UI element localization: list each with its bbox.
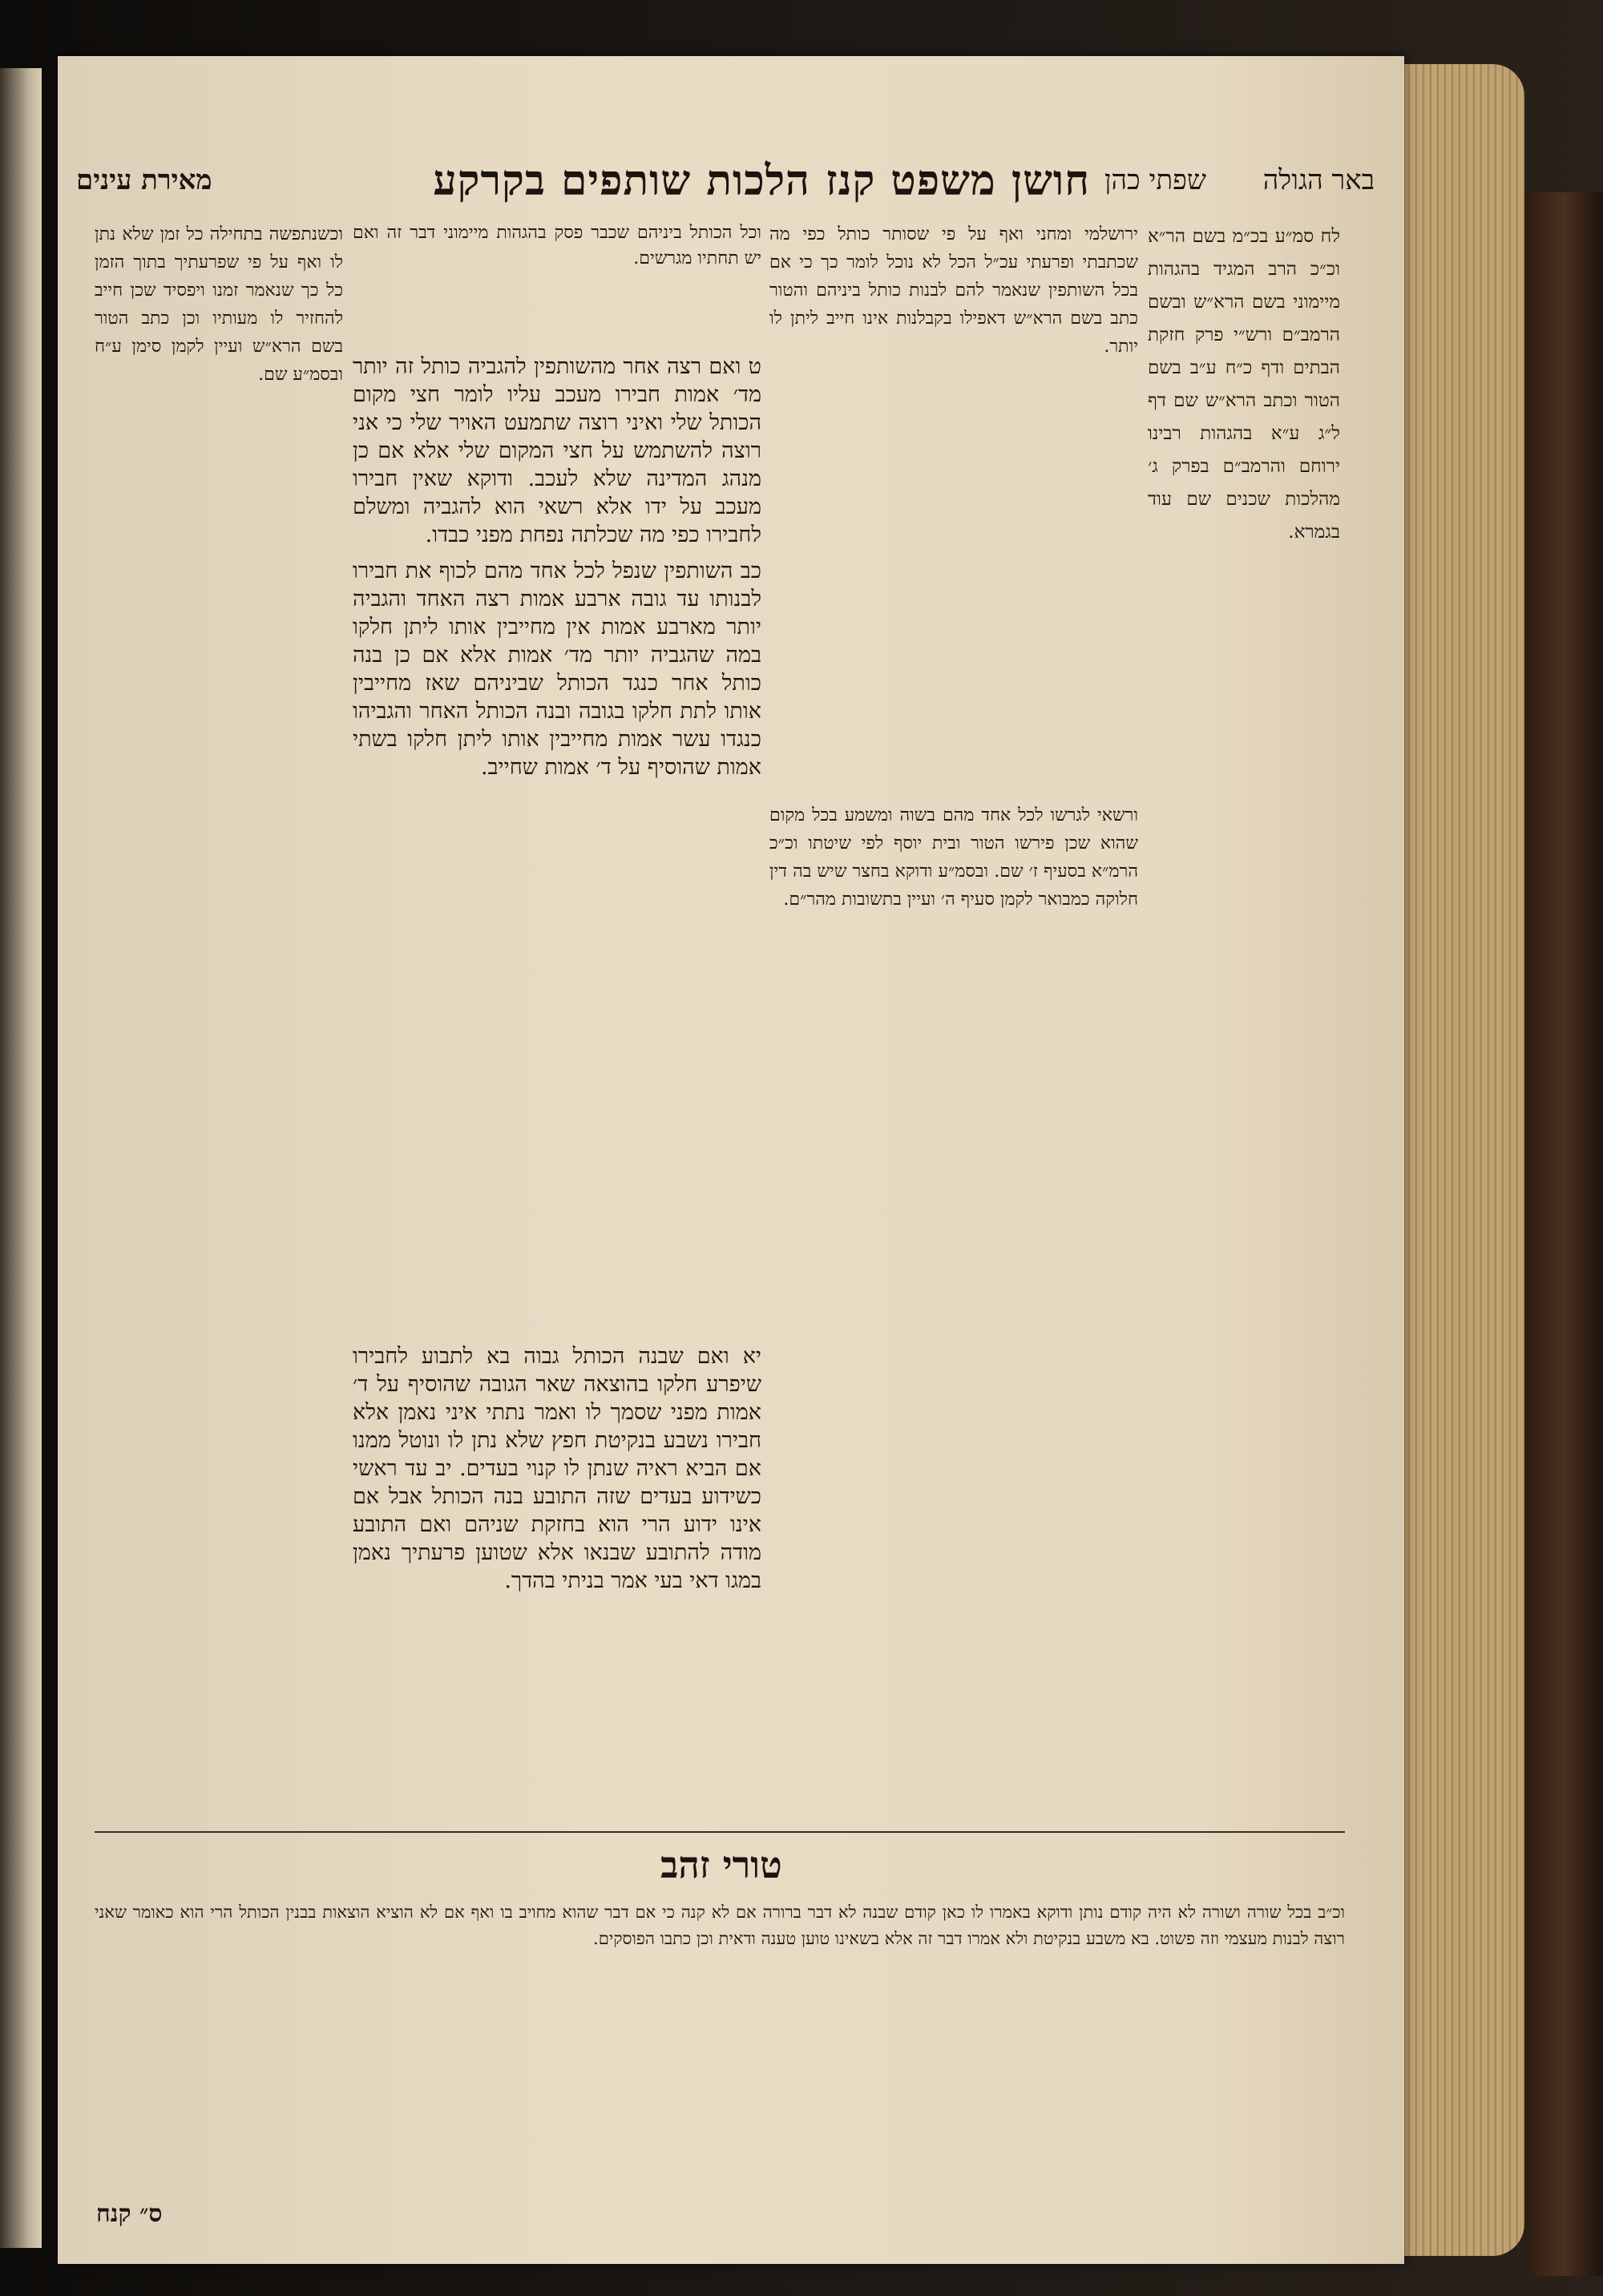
head-siftei-cohen: שפתי כהן <box>1104 164 1206 196</box>
page-title: חושן משפט קנז הלכות שותפים בקרקע <box>433 156 1090 205</box>
running-head <box>76 148 1375 204</box>
page-block-edge <box>1404 64 1524 2256</box>
taz-heading: טורי זהב <box>660 1843 782 1886</box>
hagahot-block: וכל הכותל ביניהם שכבר פסק בהגהות מיימוני דבר זה ואם יש תחתיו מגרשים. <box>353 223 761 268</box>
main-text-column <box>353 353 761 1338</box>
head-meirat-einayim: מאירת עינים <box>76 164 212 196</box>
head-beer-hagolah: באר הגולה <box>1262 164 1375 196</box>
main-text-continuation: יא ואם שבנה הכותל גבוה בא לתבוע לחבירו שיפרע חלקו בהוצאה שאר הגובה שהוסיף על ד׳ אמות מפני שסמך לו ואמר נתתי איני נאמן אלא חבירו נשבע בנקיטת חפץ שלא נתן לו ונוטל ממנו אם הביא ראיה שנתן לו קנוי בעדים. יב עד ראשי כשידוע בעדים שזה התובע בנה הכותל אבל אם אינו ידוע הרי הוא בחזקת שניהם ואם התובע מודה להתובע שבנאו אלא שטוען פרעתיך נאמן במגו דאי בעי אמר בניתי בהדך. <box>353 1344 761 1593</box>
meirat-einayim-column: וכשנתפשה בתחילה כל זמן שלא נתן לו ואף על פי שפרעתיך בתוך הזמן כל כך שנאמר זמנו ויפסיד שכן חייב להחזיר לו מעותיו וכן כתב הטור בשם הרא״ש ועיין לקמן סימן ע״ח ובסמ״ע שם. <box>95 224 343 385</box>
siftei-cohen-continuation: ורשאי לגרשו לכל אחד מהם בשוה ומשמע בכל מקום שהוא שכן פירשו הטור ובית יוסף לפי שיטתו וכ״כ הרמ״א בסעיף ז׳ שם. ובסמ״ע ודוקא בחצר שיש בה דין חלוקה כמבואר לקמן סעיף ה׳ ועיין בתשובות מהר״ם. <box>769 805 1138 910</box>
beer-hagolah-column: לח סמ״ע בכ״מ בשם הר״א וכ״כ הרב המגיד בהגהות מיימוני בשם הרא״ש ובשם הרמב״ם ורש״י פרק חזקת הבתים ודף כ״ח ע״ב בשם הטור וכתב הרא״ש שם דף ל״ג ע״א בהגהות רבינו ירוחם והרמב״ם בפרק ג׳ מהלכות שכנים שם עוד בגמרא. <box>1148 226 1340 543</box>
main-paragraph: ט ואם רצה אחר מהשותפין להגביה כותל זה יותר מד׳ אמות חבירו מעכב עליו לומר חצי מקום הכותל שלי ואיני רוצה שתמעט האויר שלי כי אני רוצה להשתמש על חצי המקום שלי אלא אם כן מנהג המדינה שלא לעכב. ודוקא שאין חבירו מעכב על ידו אלא רשאי הוא להגביה ומשלם לחבירו כפי מה שכלתה נפחת מפני כבדו. <box>353 354 761 547</box>
taz-commentary: וכ״ב בכל שורה ושורה לא היה קודם נותן ודוקא באמרו לו כאן קודם שבנה לא דבר ברורה אם לא קנה כי אם דבר שהוא מחויב בו ואף אם לא הוציא הוצאות בבנין הכותל הרי הוא כאומר שאני רוצה לבנות מעצמי וזה פשוט. בא משבע בנקיטת ולא אמרו דבר זה אלא בשאינו טוען טענה ודאית וכן כתבו הפוסקים. <box>95 1903 1345 1948</box>
book-binding <box>1524 192 1603 2276</box>
siftei-cohen-column: ירושלמי ומחני ואף על פי שסותר כותל כפי מה שכתבתי ופרעתי עכ״ל הכל לא נוכל לומר כך כי אם בכל השותפין שנאמר להם לבנות כותל ביניהם והטור כתב בשם הרא״ש דאפילו בקבלנות אינו חייב ליתן לו יותר. <box>769 224 1138 357</box>
divider-line <box>95 1831 1345 1833</box>
facing-page-edge <box>0 68 42 2248</box>
catchword: ס״ קנח <box>96 2200 163 2228</box>
main-paragraph: כב השותפין שנפל לכל אחד מהם לכוף את חבירו לבנותו עד גובה ארבע אמות רצה האחד והגביה יותר מארבע אמות אין מחייבין אותו ליתן חלקו במה שהגביה יותר מד׳ אמות אלא אם כן בנה כותל אחר כנגד הכותל שביניהם שאז מחייבין אותו לתת חלקו בגובה ובנה הכותל האחר והגביהו כנגדו עשר אמות מחייבין אותו ליתן חלקו בשתי אמות שהוסיף על ד׳ אמות שחייב. <box>353 559 761 780</box>
